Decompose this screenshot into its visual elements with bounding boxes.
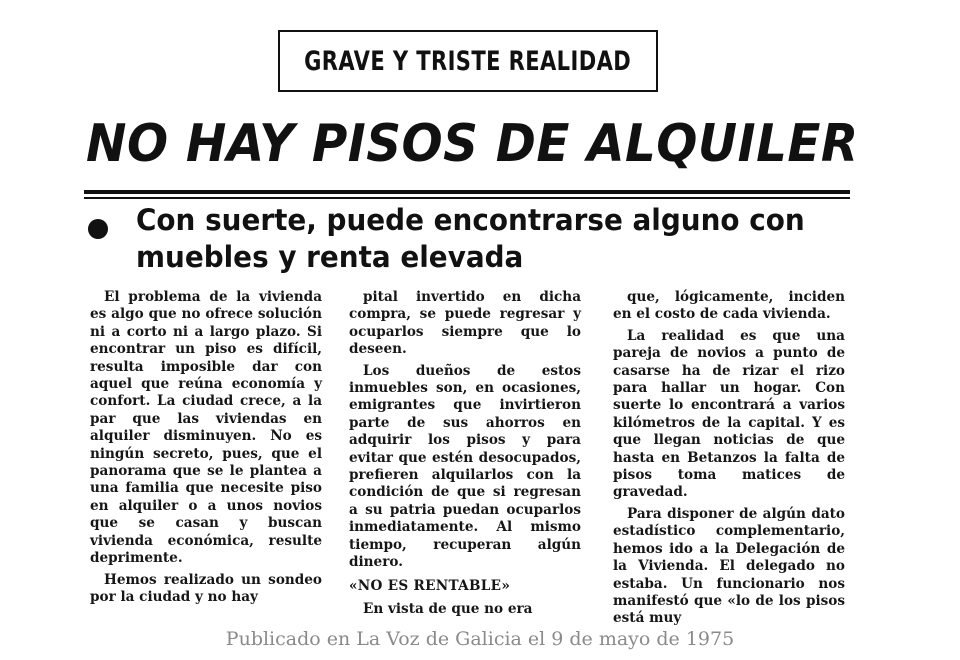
- headline: NO HAY PISOS DE ALQUILER: [86, 114, 859, 174]
- paragraph: El problema de la vivienda es algo que no ofrece solución ni a corto ni a largo plazo. Si encontrar un piso es difícil, resulta imposible dar con aquel que reúna economía y confort. La ciudad crece, a la par que las viviendas en alquiler disminuyen. No es ningún secreto, pues, que el panorama que se le plantea a una familia que necesite piso en alquiler o a unos novios que se casan y buscan vivienda económica, resulte deprimente.: [90, 289, 322, 567]
- newspaper-clipping: [80, 18, 880, 627]
- article-column-1: [90, 289, 322, 610]
- kicker-text: GRAVE Y TRISTE REALIDAD: [304, 45, 632, 77]
- paragraph: En vista de que no era: [363, 600, 533, 617]
- article-column-2: [349, 289, 581, 622]
- subheadline: Con suerte, puede encontrarse alguno con muebles y renta elevada: [136, 203, 805, 274]
- paragraph: La realidad es que una pareja de novios a punto de casarse ha de rizar el rizo para hallar un hogar. Con suerte lo encontrará a varios kilómetros de la capital. Y es que llegan noticias de que hasta en Betanzos la falta de pisos toma matices de gravedad.: [613, 327, 845, 501]
- image-caption: Publicado en La Voz de Galicia el 9 de mayo de 1975: [225, 628, 735, 650]
- kicker-box: [278, 30, 658, 92]
- bullet-icon: [88, 219, 108, 239]
- paragraph: pital invertido en dicha compra, se puede regresar y ocuparlos siempre que lo deseen.: [349, 289, 581, 358]
- headline-rule-thick: [84, 190, 850, 194]
- article-column-3: [613, 289, 845, 632]
- paragraph: Para disponer de algún dato estadístico complementario, hemos ido a la Delegación de la Vivienda. El delegado no estaba. Un funcionario nos manifestó que «lo de los pisos está muy: [613, 505, 845, 627]
- crosshead: «NO ES RENTABLE»: [349, 577, 511, 594]
- paragraph: que, lógicamente, inciden en el costo de cada vivienda.: [613, 289, 845, 323]
- headline-rule-thin: [84, 197, 850, 199]
- paragraph: Hemos realizado un sondeo por la ciudad y no hay: [90, 571, 322, 605]
- paragraph: Los dueños de estos inmuebles son, en ocasiones, emigrantes que invirtieron parte de sus ahorros en adquirir los pisos y para evitar que estén desocupados, prefieren alquilarlos con la condición de que si regresan a su patria puedan ocuparlos inmediatamente. Al mismo tiempo, recuperan algún dinero.: [349, 362, 581, 571]
